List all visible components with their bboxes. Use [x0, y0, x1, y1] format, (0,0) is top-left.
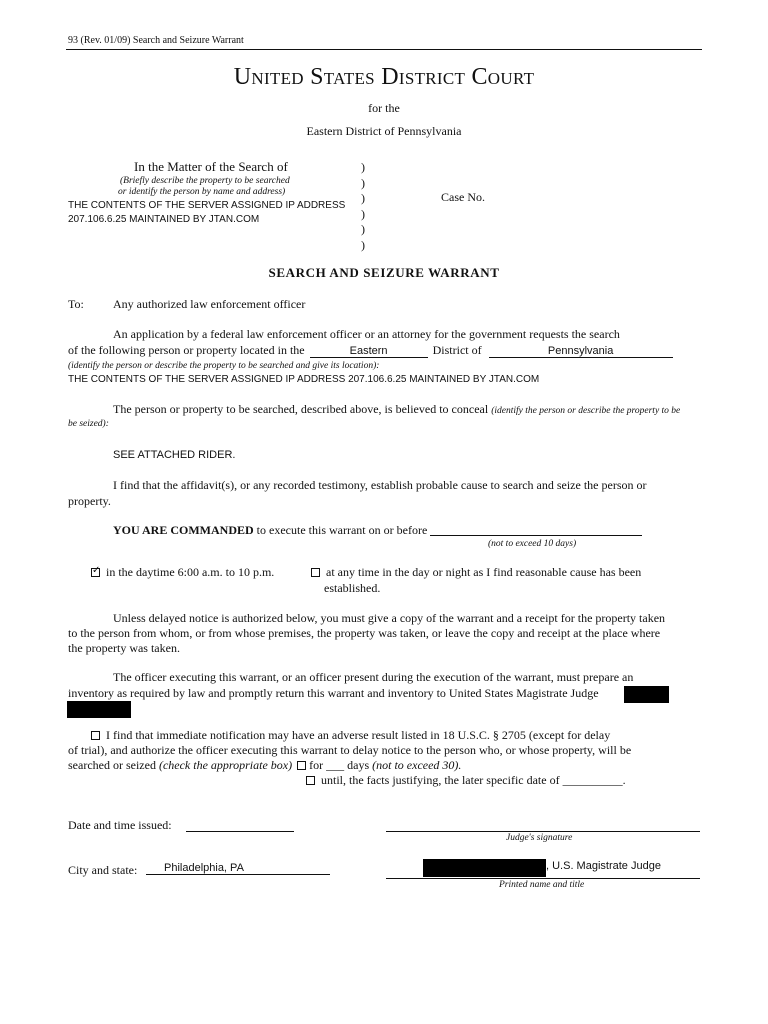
city-state-field[interactable]: Philadelphia, PA [146, 862, 330, 875]
immediate-notification-3: searched or seized (check the appropriate box) for ___ days (not to exceed 30). [68, 758, 462, 772]
caption-parens: ) ) ) ) ) ) [361, 160, 365, 252]
conceal-line-2: be seized): [68, 419, 109, 429]
commanded-line: YOU ARE COMMANDED to execute this warrant on or before [113, 522, 642, 538]
matter-instruction-2: or identify the person by name and address) [118, 187, 286, 197]
to-label: To: [68, 297, 84, 311]
immediate-notification-1[interactable]: I find that immediate notification may have an adverse result listed in 18 U.S.C. § 2705 (except for delay [91, 728, 610, 743]
probable-cause-2: property. [68, 494, 111, 508]
court-district: Eastern District of Pennsylvania [306, 124, 462, 138]
printed-name-line [386, 878, 700, 879]
officer-line-2: inventory as required by law and promptly return this warrant and inventory to United States Magistrate Judge [68, 686, 599, 700]
date-issued-label: Date and time issued: [68, 818, 172, 832]
daytime-checkbox[interactable] [91, 568, 100, 577]
redacted-judge-name-2 [67, 701, 131, 718]
matter-instruction-1: (Briefly describe the property to be searched [120, 176, 290, 186]
form-id: 93 (Rev. 01/09) Search and Seizure Warrant [68, 35, 244, 46]
daytime-option[interactable]: ✓ in the daytime 6:00 a.m. to 10 p.m. [91, 565, 274, 580]
court-for: for the [368, 101, 400, 115]
judge-signature-caption: Judge's signature [506, 833, 573, 843]
delayed-notice-2: to the person from whom, or from whose premises, the property was taken, or leave the copy and receipt at the place where [68, 626, 661, 640]
immediate-notification-2: of trial), and authorize the officer executing this warrant to delay notice to the person who, or whose property, will be [68, 743, 632, 757]
execute-by-date-field[interactable] [430, 522, 642, 536]
matter-subject-1: THE CONTENTS OF THE SERVER ASSIGNED IP ADDRESS [68, 200, 346, 211]
property-description: THE CONTENTS OF THE SERVER ASSIGNED IP ADDRESS 207.106.6.25 MAINTAINED BY JTAN.COM [68, 374, 540, 385]
printed-name-caption: Printed name and title [499, 880, 585, 890]
conceal-line: The person or property to be searched, described above, is believed to conceal (identify the person or describe the property to be [113, 402, 681, 416]
judge-signature-line[interactable] [386, 831, 700, 832]
until-checkbox[interactable] [306, 776, 315, 785]
state-field[interactable]: Pennsylvania [489, 345, 673, 358]
header-rule [66, 49, 702, 50]
anytime-option-2: established. [324, 581, 381, 595]
until-option[interactable]: until, the facts justifying, the later specific date of __________. [306, 773, 626, 788]
warrant-title: SEARCH AND SEIZURE WARRANT [268, 265, 500, 280]
matter-subject-2: 207.106.6.25 MAINTAINED BY JTAN.COM [68, 214, 260, 225]
redacted-judge-printed-name [423, 859, 546, 877]
court-name: United States District Court [233, 64, 535, 90]
application-line-2: of the following person or property located in the Eastern District of Pennsylvania [68, 343, 673, 358]
anytime-checkbox[interactable] [311, 568, 320, 577]
redacted-judge-name-1 [624, 686, 669, 703]
matter-label: In the Matter of the Search of [134, 159, 288, 174]
city-state-label: City and state: [68, 863, 138, 877]
to-text: Any authorized law enforcement officer [113, 297, 306, 311]
district-field[interactable]: Eastern [310, 345, 428, 358]
attached-rider: SEE ATTACHED RIDER. [113, 449, 236, 461]
date-issued-field[interactable] [186, 831, 294, 832]
delayed-notice-3: the property was taken. [68, 641, 180, 655]
application-line-1: An application by a federal law enforcement officer or an attorney for the government requests the search [113, 327, 620, 341]
identify-instruction: (identify the person or describe the property to be searched and give its location): [68, 361, 380, 371]
for-days-checkbox[interactable] [297, 761, 306, 770]
not-exceed-10-days: (not to exceed 10 days) [488, 539, 577, 549]
immediate-notification-checkbox[interactable] [91, 731, 100, 740]
judge-title: , U.S. Magistrate Judge [546, 860, 661, 872]
case-no-label: Case No. [441, 190, 485, 204]
probable-cause-1: I find that the affidavit(s), or any recorded testimony, establish probable cause to search and seize the person or [113, 478, 647, 492]
anytime-option[interactable]: at any time in the day or night as I find reasonable cause has been [311, 565, 641, 580]
officer-line-1: The officer executing this warrant, or an officer present during the execution of the warrant, must prepare an [113, 670, 634, 684]
delayed-notice-1: Unless delayed notice is authorized below, you must give a copy of the warrant and a receipt for the property taken [113, 611, 666, 625]
